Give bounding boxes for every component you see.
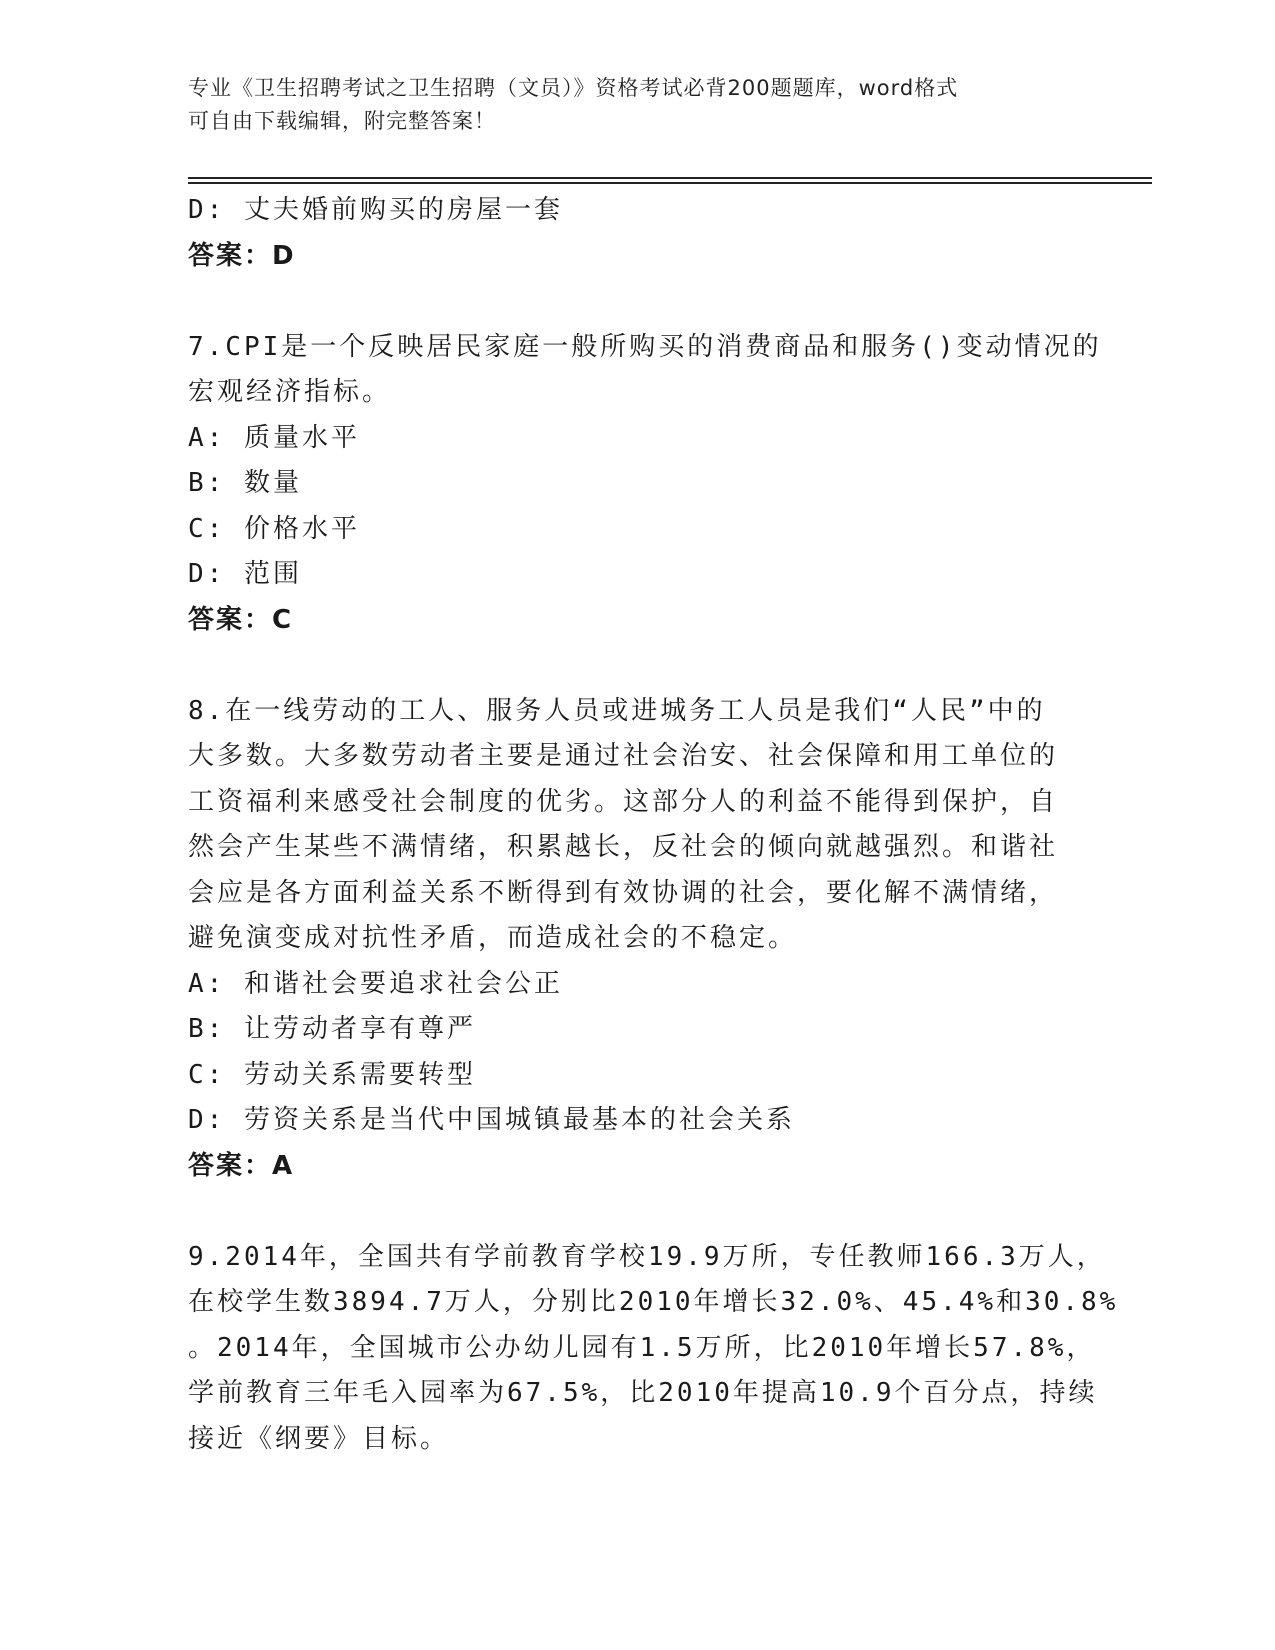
question-6-option-d: D: 丈夫婚前购买的房屋一套 bbox=[188, 195, 563, 225]
spacer bbox=[188, 643, 1088, 689]
spacer bbox=[188, 1189, 1088, 1235]
question-9-stem-line: 在校学生数3894.7万人，分别比2010年增长32.0%、45.4%和30.8% bbox=[188, 1287, 1119, 1317]
question-8-stem-line: 然会产生某些不满情绪，积累越长，反社会的倾向就越强烈。和谐社 bbox=[188, 832, 1059, 862]
question-9 bbox=[188, 1235, 1119, 1463]
question-8-option-c: C: 劳动关系需要转型 bbox=[188, 1059, 476, 1090]
question-8-stem-line: 避免演变成对抗性矛盾，而造成社会的不稳定。 bbox=[188, 923, 798, 953]
question-6-tail bbox=[188, 188, 1088, 279]
header-title-line-1: 专业《卫生招聘考试之卫生招聘（文员）》资格考试必背200题题库，word格式 bbox=[188, 76, 959, 100]
question-9-stem-line: 。2014年，全国城市公办幼儿园有1.5万所，比2010年增长57.8%， bbox=[188, 1332, 1096, 1363]
question-8-stem-line: 会应是各方面利益关系不断得到有效协调的社会，要化解不满情绪， bbox=[188, 877, 1059, 908]
question-9-stem-line: 9.2014年，全国共有学前教育学校19.9万所，专任教师166.3万人， bbox=[188, 1241, 1106, 1272]
header-rule-bottom bbox=[188, 182, 1152, 184]
spacer bbox=[188, 279, 1088, 325]
question-7-option-b: B: 数量 bbox=[188, 468, 302, 498]
question-7-stem-line: 7.CPI是一个反映居民家庭一般所购买的消费商品和服务()变动情况的 bbox=[188, 331, 1102, 362]
question-8-stem-line: 8.在一线劳动的工人、服务人员或进城务工人员是我们“人民”中的 bbox=[188, 695, 1046, 726]
question-7 bbox=[188, 325, 1102, 644]
question-7-stem-line: 宏观经济指标。 bbox=[188, 377, 392, 407]
question-6-answer: 答案：D bbox=[188, 240, 296, 271]
question-7-option-c: C: 价格水平 bbox=[188, 513, 360, 544]
question-7-answer: 答案：C bbox=[188, 604, 294, 635]
question-8 bbox=[188, 689, 1088, 1190]
question-8-stem-line: 大多数。大多数劳动者主要是通过社会治安、社会保障和用工单位的 bbox=[188, 741, 1059, 771]
question-content bbox=[188, 188, 1119, 1462]
header-title-line-2: 可自由下载编辑，附完整答案！ bbox=[188, 109, 496, 133]
question-8-option-d: D: 劳资关系是当代中国城镇最基本的社会关系 bbox=[188, 1105, 795, 1135]
question-9-stem-line: 接近《纲要》目标。 bbox=[188, 1423, 450, 1454]
question-8-stem-line: 工资福利来感受社会制度的优劣。这部分人的利益不能得到保护，自 bbox=[188, 786, 1059, 817]
question-8-option-a: A: 和谐社会要追求社会公正 bbox=[188, 968, 563, 999]
question-9-stem-line: 学前教育三年毛入园率为67.5%，比2010年提高10.9个百分点，持续 bbox=[188, 1378, 1098, 1408]
question-7-option-a: A: 质量水平 bbox=[188, 422, 360, 453]
question-8-answer: 答案：A bbox=[188, 1150, 295, 1181]
question-8-option-b: B: 让劳动者享有尊严 bbox=[188, 1014, 476, 1044]
header-rule-top bbox=[188, 177, 1152, 179]
question-7-option-d: D: 范围 bbox=[188, 559, 302, 589]
document-header bbox=[188, 72, 1068, 138]
